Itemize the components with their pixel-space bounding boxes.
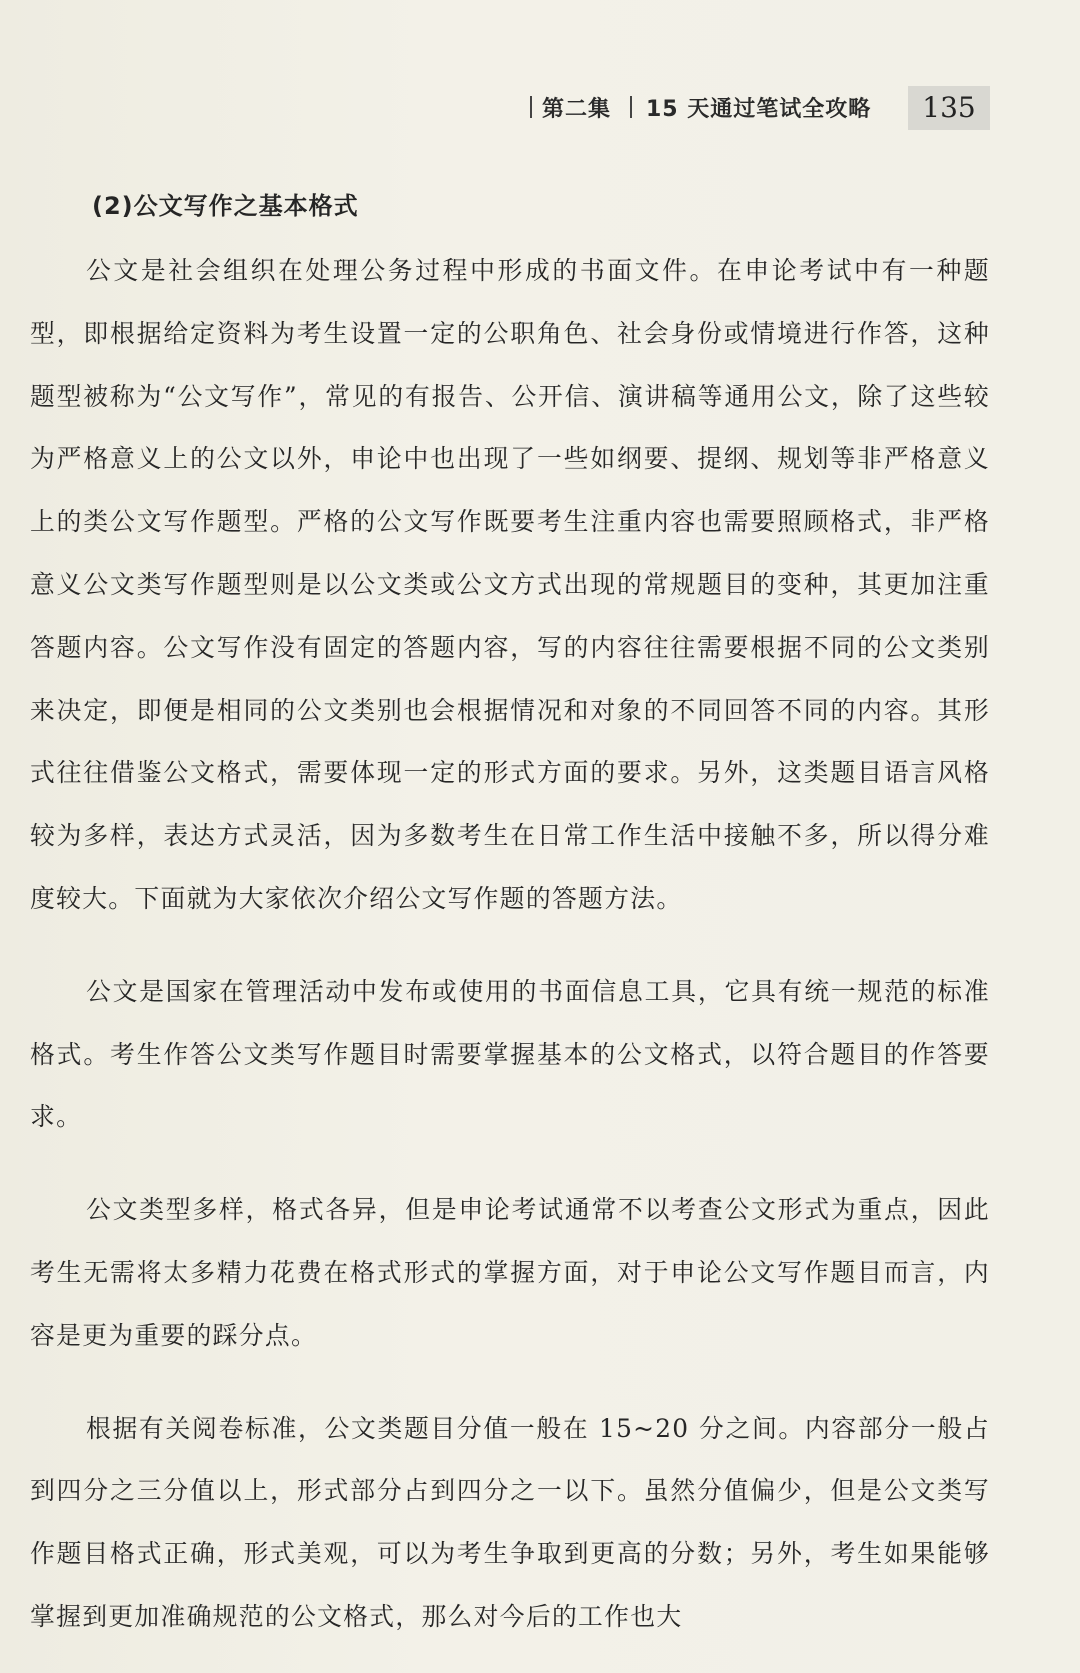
paragraph: 公文是社会组织在处理公务过程中形成的书面文件。在申论考试中有一种题型，即根据给定资料为考生设置一定的公职角色、社会身份或情境进行作答，这种题型被称为“公文写作”，常见的有报告、公开信、演讲稿等通用公文，除了这些较为严格意义上的公文以外，申论中也出现了一些如纲要、提纲、规划等非严格意义上的类公文写作题型。严格的公文写作既要考生注重内容也需要照顾格式，非严格意义公文类写作题型则是以公文类或公文方式出现的常规题目的变种，其更加注重答题内容。公文写作没有固定的答题内容，写的内容往往需要根据不同的公文类别来决定，即便是相同的公文类别也会根据情况和对象的不同回答不同的内容。其形式往往借鉴公文格式，需要体现一定的形式方面的要求。另外，这类题目语言风格较为多样，表达方式灵活，因为多数考生在日常工作生活中接触不多，所以得分难度较大。下面就为大家依次介绍公文写作题的答题方法。: [30, 256, 990, 913]
paragraph: 公文是国家在管理活动中发布或使用的书面信息工具，它具有统一规范的标准格式。考生作答公文类写作题目时需要掌握基本的公文格式，以符合题目的作答要求。: [30, 976, 990, 1132]
paragraph: 公文类型多样，格式各异，但是申论考试通常不以考查公文形式为重点，因此考生无需将太多精力花费在格式形式的掌握方面，对于申论公文写作题目而言，内容是更为重要的踩分点。: [30, 1195, 990, 1350]
chapter-label: 第二集: [542, 97, 612, 122]
header-divider: [630, 96, 632, 118]
paragraph: 根据有关阅卷标准，公文类题目分值一般在 15~20 分之间。内容部分一般占到四分之三分值以上，形式部分占到四分之一以下。虽然分值偏少，但是公文类写作题目格式正确，形式美观，可以为考生争取到更高的分数；另外，考生如果能够掌握到更加准确规范的公文格式，那么对今后的工作也大: [30, 1413, 990, 1631]
page-number: 135: [908, 86, 990, 130]
section-heading: (2)公文写作之基本格式: [92, 192, 359, 220]
book-title: 15 天通过笔试全攻略: [646, 97, 872, 122]
header-divider: [530, 96, 532, 118]
body-text: [30, 240, 990, 1649]
